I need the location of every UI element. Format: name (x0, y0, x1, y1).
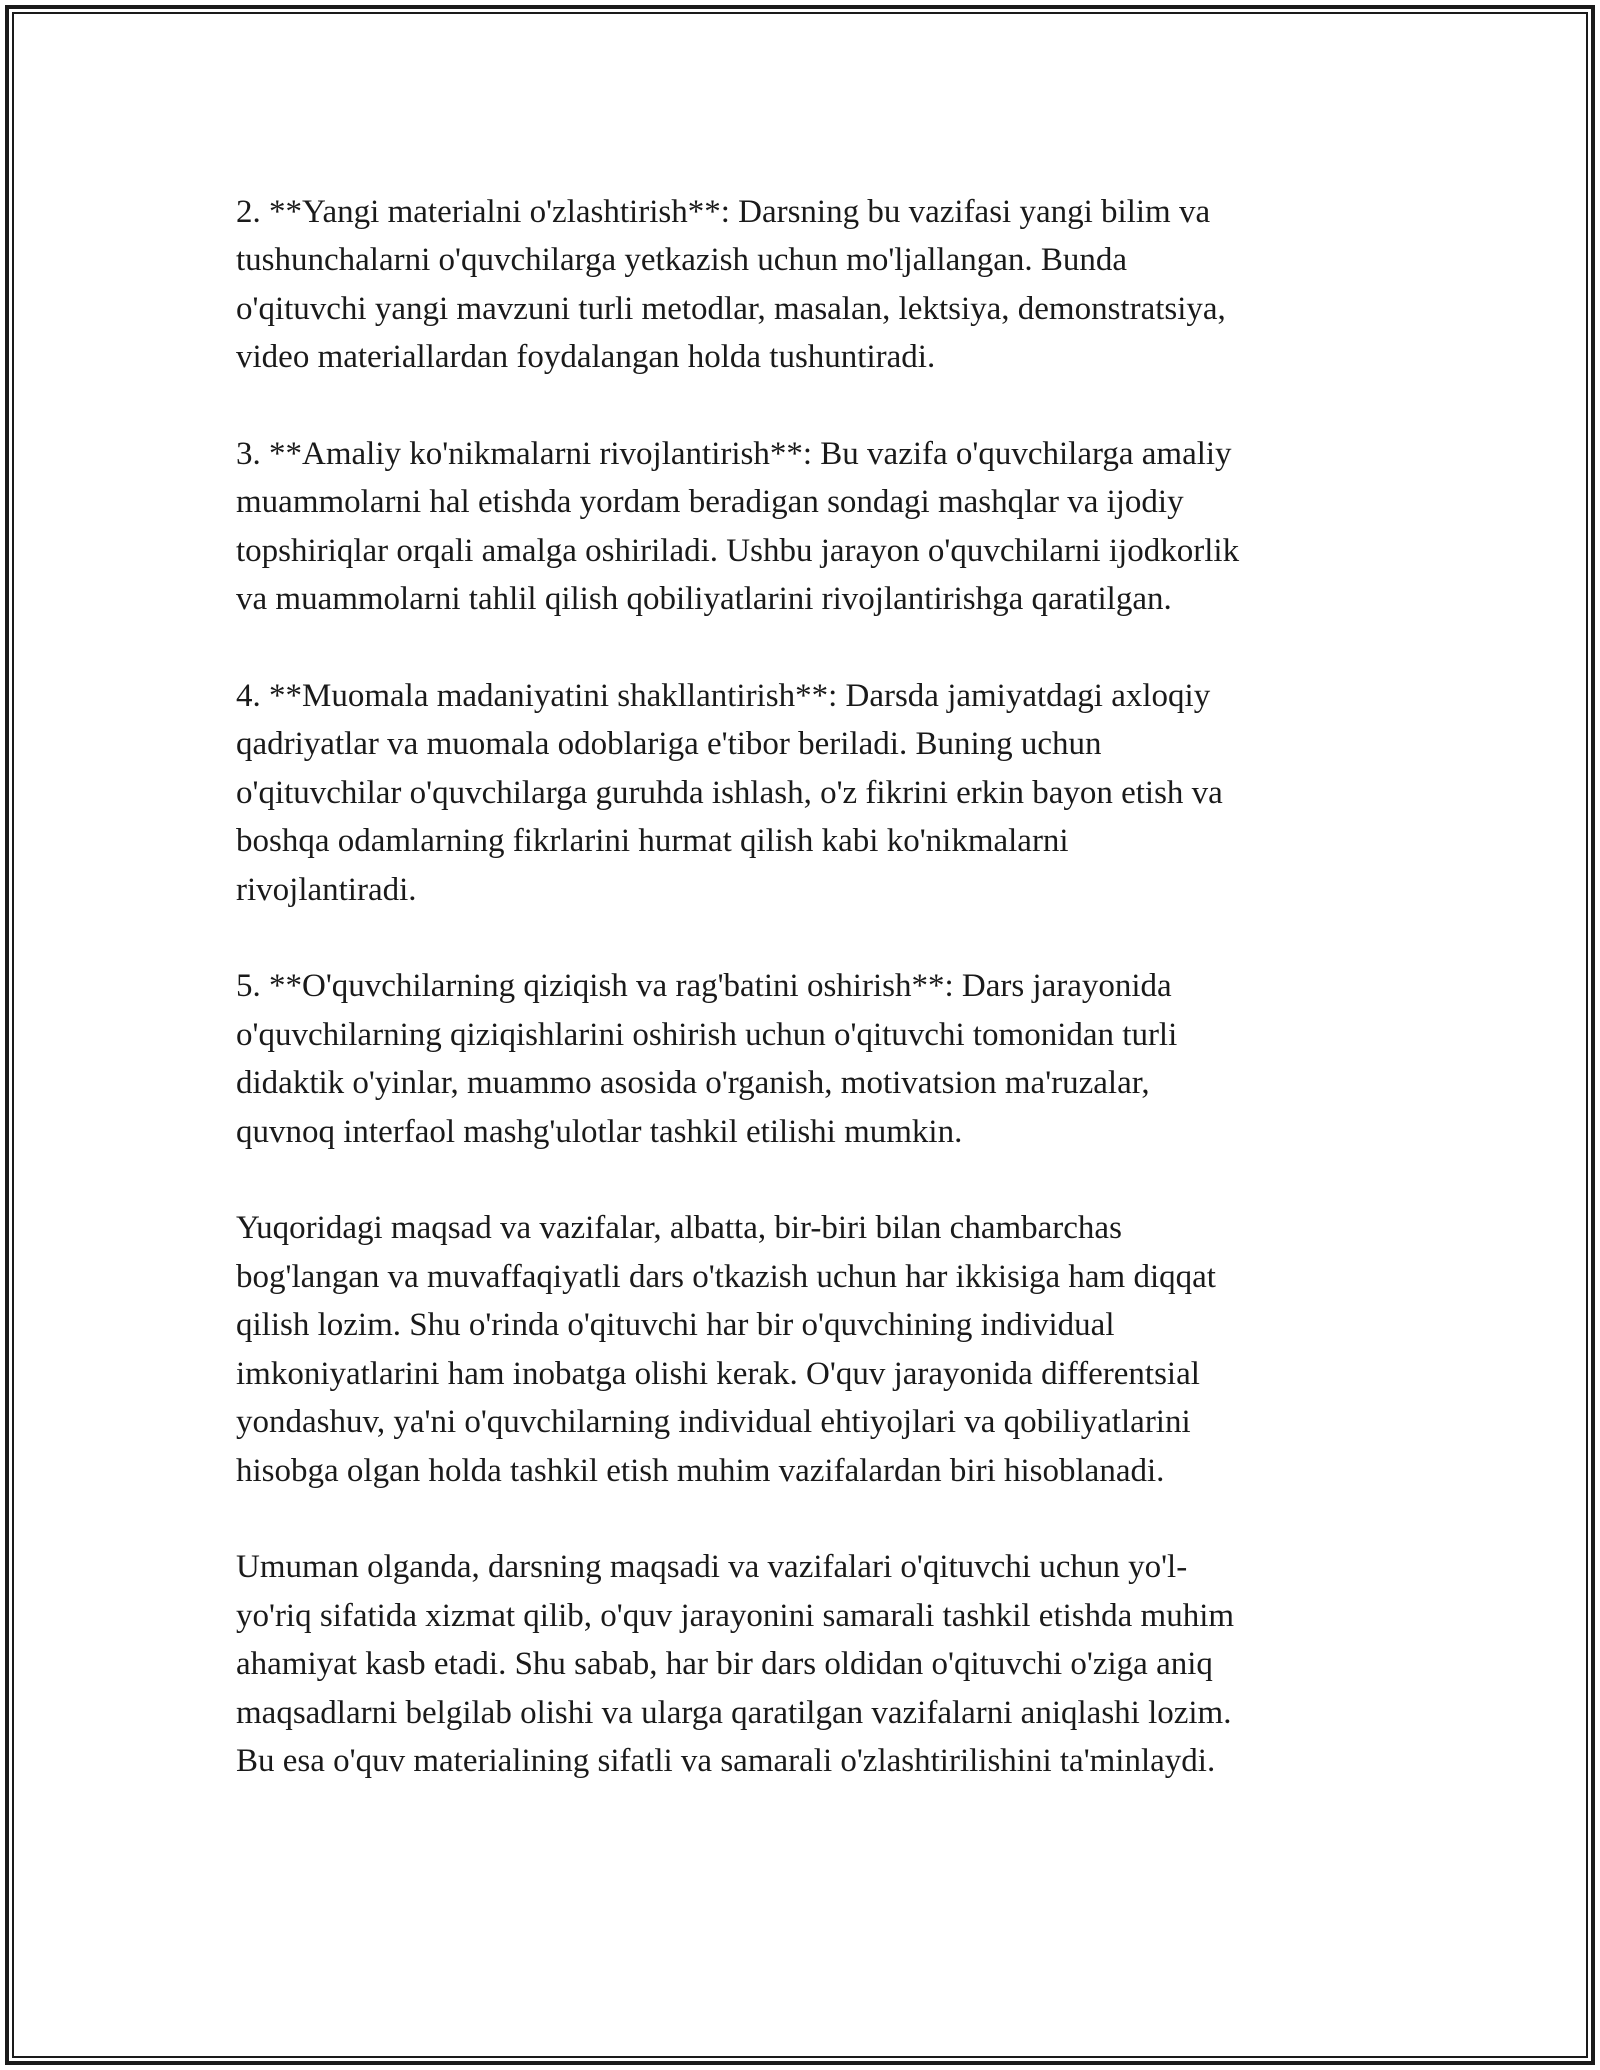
text-line: yondashuv, ya'ni o'quvchilarning individual ehtiyojlari va qobiliyatlarini (236, 1404, 1191, 1441)
text-line: 4. **Muomala madaniyatini shakllantirish**: Darsda jamiyatdagi axloqiy (236, 678, 1211, 715)
paragraph-item-4 (236, 672, 1366, 914)
text-line: maqsadlarni belgilab olishi va ularga qaratilgan vazifalarni aniqlashi lozim. (236, 1694, 1232, 1731)
text-line: topshiriqlar orqali amalga oshiriladi. Ushbu jarayon o'quvchilarni ijodkorlik (236, 532, 1240, 569)
text-line: o'quvchilarning qiziqishlarini oshirish uchun o'qituvchi tomonidan turli (236, 1016, 1178, 1053)
text-line: Yuqoridagi maqsad va vazifalar, albatta, bir-biri bilan chambarchas (236, 1210, 1122, 1247)
text-line: va muammolarni tahlil qilish qobiliyatlarini rivojlantirishga qaratilgan. (236, 581, 1172, 618)
text-line: quvnoq interfaol mashg'ulotlar tashkil etilishi mumkin. (236, 1113, 963, 1150)
text-line: boshqa odamlarning fikrlarini hurmat qilish kabi ko'nikmalarni (236, 823, 1069, 860)
text-line: video materiallardan foydalangan holda tushuntiradi. (236, 339, 936, 376)
text-line: didaktik o'yinlar, muammo asosida o'rganish, motivatsion ma'ruzalar, (236, 1065, 1150, 1102)
text-line: Umuman olganda, darsning maqsadi va vazifalari o'qituvchi uchun yo'l- (236, 1549, 1188, 1586)
text-line: bog'langan va muvaffaqiyatli dars o'tkazish uchun har ikkisiga ham diqqat (236, 1258, 1216, 1295)
text-line: 2. **Yangi materialni o'zlashtirish**: Darsning bu vazifasi yangi bilim va (236, 194, 1211, 230)
text-line: Bu esa o'quv materialining sifatli va samarali o'zlashtirilishini ta'minlaydi. (236, 1742, 1216, 1779)
paragraph-item-3 (236, 430, 1366, 624)
text-line: ahamiyat kasb etadi. Shu sabab, har bir dars oldidan o'qituvchi o'ziga aniq (236, 1646, 1213, 1683)
text-line: tushunchalarni o'quvchilarga yetkazish uchun mo'ljallangan. Bunda (236, 242, 1128, 279)
text-line: yo'riq sifatida xizmat qilib, o'quv jarayonini samarali tashkil etishda muhim (236, 1597, 1235, 1634)
document-body (236, 188, 1366, 1785)
paragraph-conclusion (236, 1543, 1366, 1785)
text-line: 5. **O'quvchilarning qiziqish va rag'batini oshirish**: Dars jarayonida (236, 968, 1172, 1005)
text-line: muammolarni hal etishda yordam beradigan sondagi mashqlar va ijodiy (236, 484, 1184, 521)
text-line: 3. **Amaliy ko'nikmalarni rivojlantirish**: Bu vazifa o'quvchilarga amaliy (236, 436, 1232, 473)
text-line: qilish lozim. Shu o'rinda o'qituvchi har bir o'quvchining individual (236, 1307, 1115, 1344)
text-line: hisobga olgan holda tashkil etish muhim vazifalardan biri hisoblanadi. (236, 1452, 1165, 1489)
paragraph-item-2 (236, 188, 1366, 382)
text-line: qadriyatlar va muomala odoblariga e'tibor beriladi. Buning uchun (236, 726, 1102, 763)
paragraph-item-5 (236, 962, 1366, 1156)
text-line: rivojlantiradi. (236, 871, 417, 908)
text-line: o'qituvchi yangi mavzuni turli metodlar, masalan, lektsiya, demonstratsiya, (236, 290, 1226, 327)
paragraph-summary (236, 1204, 1366, 1494)
text-line: imkoniyatlarini ham inobatga olishi kerak. O'quv jarayonida differentsial (236, 1355, 1200, 1392)
text-line: o'qituvchilar o'quvchilarga guruhda ishlash, o'z fikrini erkin bayon etish va (236, 774, 1223, 811)
